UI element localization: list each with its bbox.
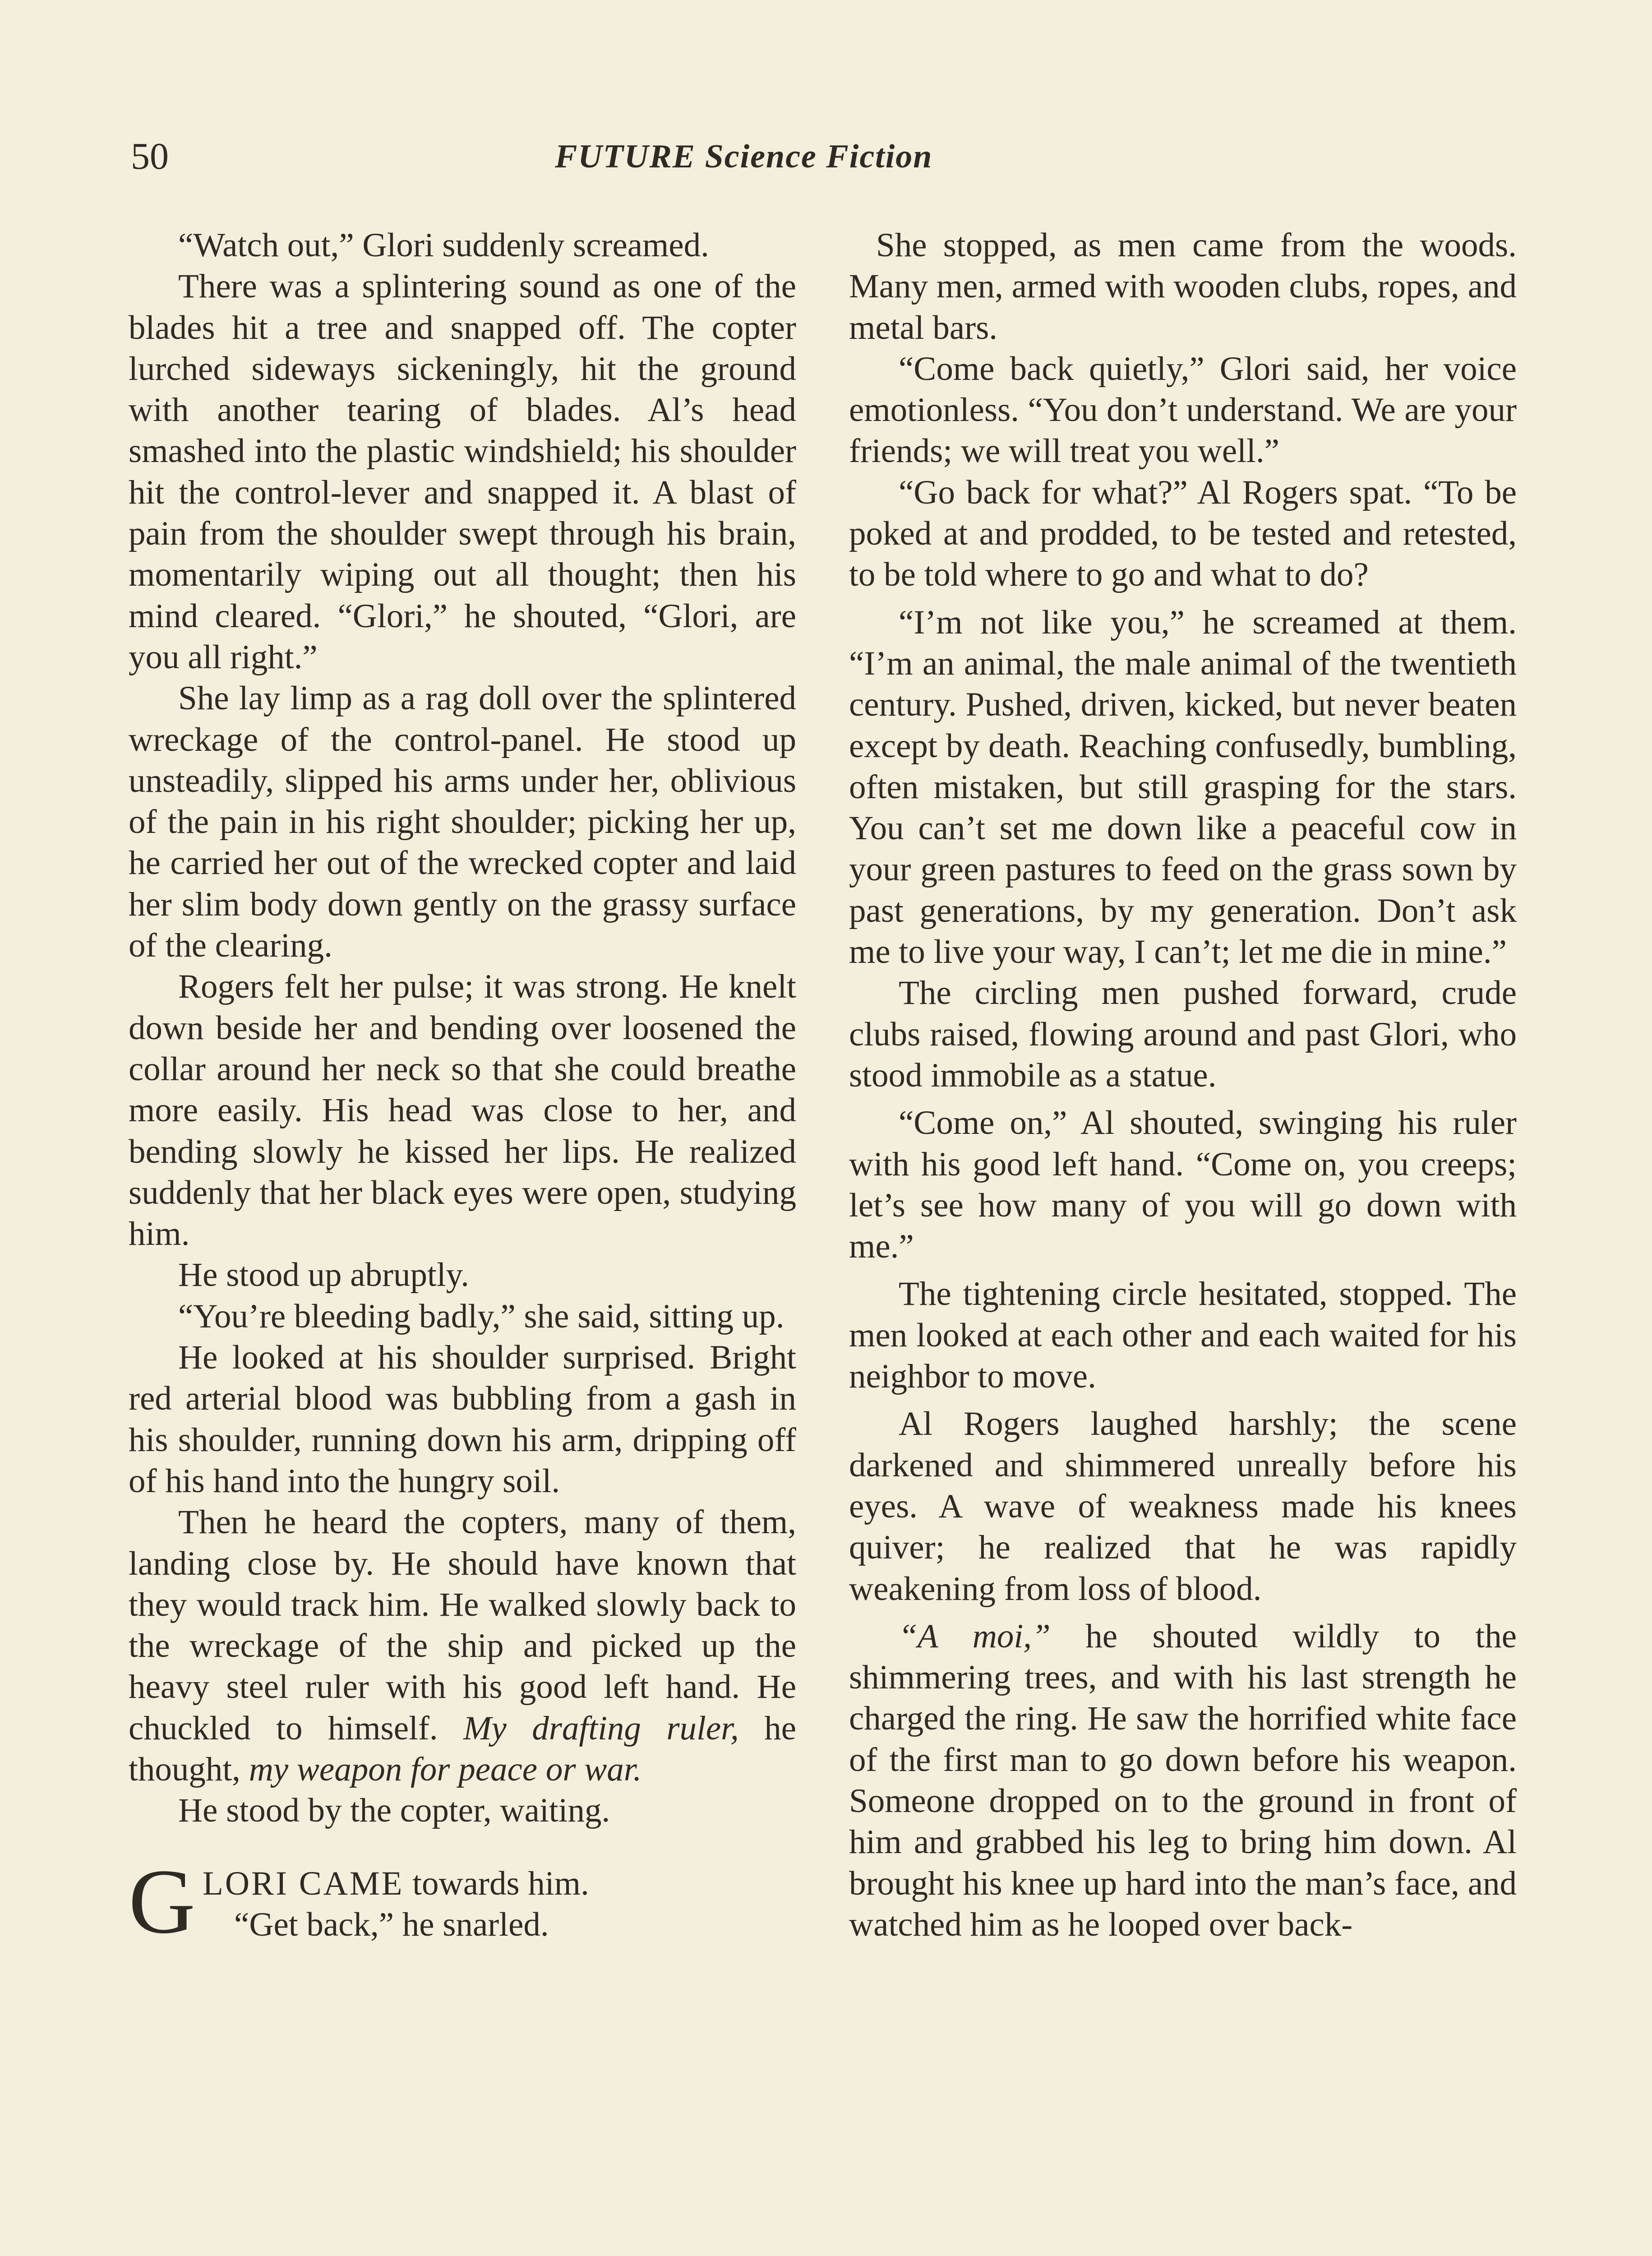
paragraph: Al Rogers laughed harshly; the scene darkened and shimmered unreally before his eyes. A wave of weakness made his knees quiver; he realized that he was rapidly weakening from loss of blood. — [849, 1405, 1517, 1608]
italic-joiner: he thought, — [129, 1709, 796, 1788]
paragraph — [129, 1502, 796, 1790]
italic-exclamation: “A moi,” — [899, 1617, 1051, 1655]
paragraph: She stopped, as men came from the woods. Many men, armed with wooden clubs, ropes, and metal bars. — [849, 227, 1517, 347]
dialogue: “Get back,” he snarled. — [234, 1905, 549, 1943]
paragraph: “Watch out,” Glori suddenly screamed. — [178, 227, 709, 264]
right-column — [849, 225, 1517, 1945]
paragraph: “Come back quietly,” Glori said, her voice emotionless. “You don’t understand. We are your friends; we will treat you well.” — [849, 350, 1517, 470]
paragraph-text: Then he heard the copters, many of them, landing close by. He should have known that they would track him. He walked slowly back to the wreckage of the ship and picked up the heavy steel ruler with his good left hand. He chuckled to himself. — [129, 1503, 796, 1747]
paragraph: The tightening circle hesitated, stopped. The men looked at each other and each waited for his neighbor to move. — [849, 1275, 1517, 1396]
paragraph: There was a splintering sound as one of the blades hit a tree and snapped off. The copter lurched sideways sickeningly, hit the ground with another tearing of blades. Al’s head smashed into the plastic windshield; his shoulder hit the control-lever and snapped it. A blast of pain from the shoulder swept through his brain, momentarily wiping out all thought; then his mind cleared. “Glori,” he shouted, “Glori, are you all right.” — [129, 268, 796, 676]
paragraph: The circling men pushed forward, crude clubs raised, flowing around and past Glori, who stood immobile as a statue. — [849, 974, 1517, 1094]
italic-thought: My drafting ruler, — [463, 1709, 739, 1747]
paragraph: “Come on,” Al shouted, swinging his ruler with his good left hand. “Come on, you creeps; let’s see how many of you will go down with me.” — [849, 1104, 1517, 1266]
lead-in: LORI CAME — [203, 1864, 404, 1902]
page-number: 50 — [131, 135, 169, 177]
paragraph — [849, 1616, 1517, 1945]
italic-thought: my weapon for peace or war. — [249, 1750, 642, 1788]
paragraph: Rogers felt her pulse; it was strong. He knelt down beside her and bending over loosened the collar around her neck so that she could breathe more easily. His head was close to her, and bending slowly he kissed her lips. He realized suddenly that her black eyes were open, studying him. — [129, 968, 796, 1253]
paragraph: He looked at his shoulder surprised. Bright red arterial blood was bubbling from a gash in his shoulder, running down his arm, dripping off of his hand into the hungry soil. — [129, 1339, 796, 1500]
paragraph: “Go back for what?” Al Rogers spat. “To be poked at and prodded, to be tested and retested, to be told where to go and what to do? — [849, 473, 1517, 594]
drop-cap: G — [129, 1850, 196, 1953]
lead-in-rest: towards him. — [404, 1864, 589, 1902]
section-opening — [129, 1850, 796, 1953]
left-column — [129, 225, 796, 1953]
paragraph: “You’re bleeding badly,” she said, sitting up. — [178, 1297, 784, 1335]
paragraph-text: he shouted wildly to the shimmering trees, and with his last strength he charged the ring. He saw the horrified white face of the first man to go down before his weapon. Someone dropped on to the ground in front of him and grabbed his leg to bring him down. Al brought his knee up hard into the man’s face, and watched him as he looped over back- — [849, 1617, 1517, 1943]
paragraph: “I’m not like you,” he screamed at them. “I’m an animal, the male animal of the twentieth century. Pushed, driven, kicked, but never beaten except by death. Reaching confusedly, bumbling, often mistaken, but still grasping for the stars. You can’t set me down like a peaceful cow in your green pastures to feed on the grass sown by past generations, by my generation. Don’t ask me to live your way, I can’t; let me die in mine.” — [849, 603, 1517, 971]
paragraph: He stood up abruptly. — [178, 1256, 470, 1294]
paragraph: He stood by the copter, waiting. — [178, 1792, 610, 1830]
running-head: FUTURE Science Fiction — [555, 138, 933, 175]
paragraph: She lay limp as a rag doll over the splintered wreckage of the control-panel. He stood up unsteadily, slipped his arms under her, oblivious of the pain in his right shoulder; picking her up, he carried her out of the wrecked copter and laid her slim body down gently on the grassy surface of the clearing. — [129, 680, 796, 965]
